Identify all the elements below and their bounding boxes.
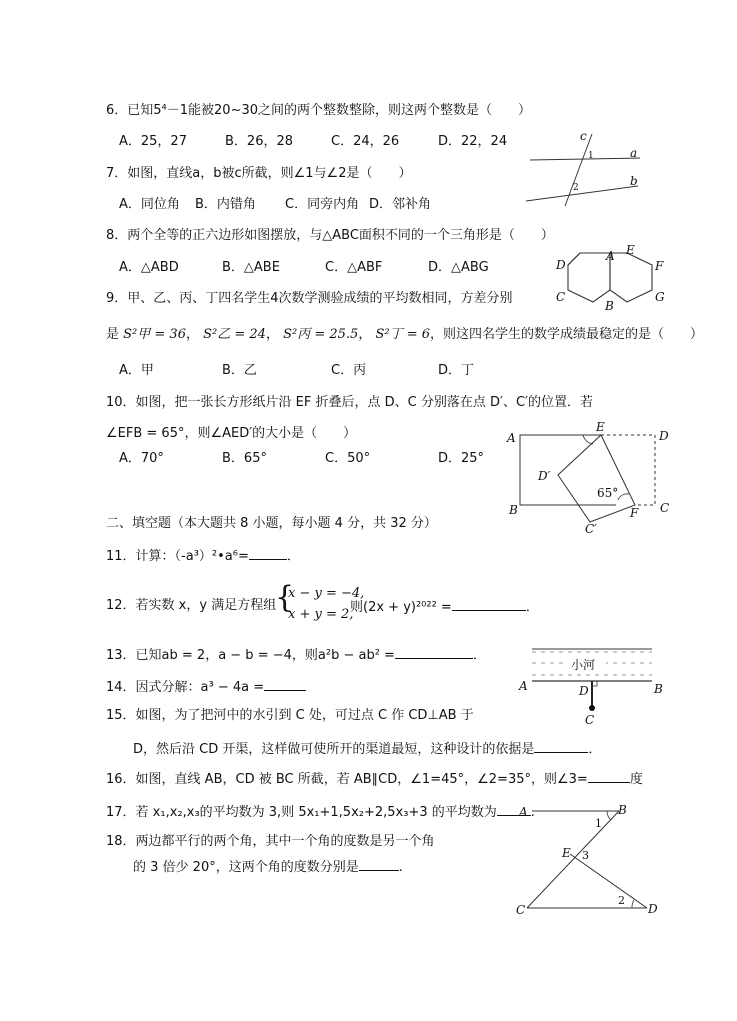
q12-eq1: x − y = −4, <box>288 586 365 601</box>
q10-option-d[interactable]: D．25° <box>438 451 485 466</box>
q15-answer-blank[interactable] <box>534 740 588 753</box>
q10-label-cp: C′ <box>585 522 597 536</box>
q8-stem: 8．两个全等的正六边形如图摆放，与△ABC面积不同的一个三角形是（ ） <box>106 228 554 243</box>
q11-text: 11．计算：（-a³）²•a⁶= <box>106 549 249 564</box>
q16-answer-blank[interactable] <box>588 770 630 783</box>
q10-label-e: E <box>596 420 605 434</box>
q9-option-d[interactable]: D．丁 <box>438 363 475 378</box>
q15-label-a: A <box>519 679 528 693</box>
q16-label-e: E <box>562 846 571 860</box>
q17: 17．若 x₁,x₂,x₃的平均数为 3,则 5x₁+1,5x₂+2,5x₃+3 的平均数为 . <box>106 805 535 820</box>
q6-option-c[interactable]: C．24，26 <box>331 134 400 149</box>
q8-label-g: G <box>655 290 665 304</box>
q10-option-b[interactable]: B．65° <box>222 451 267 466</box>
q7-label-b: b <box>630 174 638 188</box>
q7-option-a[interactable]: A．同位角 <box>119 197 180 212</box>
q6-option-a[interactable]: A．25，27 <box>119 134 187 149</box>
q8-label-c: C <box>556 290 566 304</box>
q9-option-b[interactable]: B．乙 <box>222 363 257 378</box>
q10-label-d: D <box>659 429 669 443</box>
q10-label-dp: D′ <box>538 469 551 483</box>
q7-option-d[interactable]: D．邻补角 <box>369 197 432 212</box>
q7-label-c: c <box>580 129 587 143</box>
q16-figure <box>512 800 672 920</box>
q15-figure-river <box>515 642 670 727</box>
q12-brace: { <box>275 580 295 615</box>
q6-option-d[interactable]: D．22，24 <box>438 134 508 149</box>
q9-line1: 9．甲、乙、丙、丁四名学生4次数学测验成绩的平均数相同，方差分别 <box>106 291 513 306</box>
q9-line2-post: ，则这四名学生的数学成绩最稳定的是（ ） <box>430 327 704 342</box>
q8-option-d[interactable]: D．△ABG <box>428 260 489 275</box>
q10-option-c[interactable]: C．50° <box>325 451 371 466</box>
q8-option-c[interactable]: C．△ABF <box>325 260 383 275</box>
q16-label-a: A <box>519 805 528 819</box>
q8-label-f: F <box>655 259 664 273</box>
q16-label-b: B <box>618 803 627 817</box>
q8-option-b[interactable]: B．△ABE <box>222 260 280 275</box>
q7-label-1: 1 <box>588 151 594 161</box>
q18-line2: 的 3 倍少 20°，这两个角的度数分别是 . <box>133 860 403 875</box>
q8-option-a[interactable]: A．△ABD <box>119 260 179 275</box>
q10-figure-folded-rectangle <box>505 420 675 538</box>
q16-label-c: C <box>516 903 526 917</box>
q15-line1: 15．如图，为了把河中的水引到 C 处，可过点 C 作 CD⊥AB 于 <box>106 708 474 723</box>
q15-label-d: D <box>579 684 589 698</box>
q16 <box>106 770 643 788</box>
q16-label-d: D <box>648 902 658 916</box>
q14-answer-blank[interactable] <box>264 678 306 691</box>
q10-option-a[interactable]: A．70° <box>119 451 164 466</box>
q15-label-c: C <box>585 713 595 727</box>
q9-option-c[interactable]: C．丙 <box>331 363 367 378</box>
q9-variance-bing: S²丙 = 25.5 <box>283 327 359 342</box>
q15-line2: D，然后沿 CD 开渠，这样做可使所开的渠道最短，这种设计的依据是 ． <box>133 742 602 757</box>
q8-label-d: D <box>556 258 566 272</box>
q12-post: 则(2x + y)²⁰²² = <box>350 600 452 615</box>
q12-pre: 12．若实数 x，y 满足方程组 <box>106 598 277 613</box>
q13: 13．已知ab = 2，a − b = −4，则a²b − ab² = ． <box>106 648 486 663</box>
q16-unit: 度 <box>629 772 643 787</box>
q8-label-a: A <box>606 249 615 263</box>
q15-line2-text: D，然后沿 CD 开渠，这样做可使所开的渠道最短，这种设计的依据是 <box>133 742 535 757</box>
q9-line2: 是 S²甲 = 36， S²乙 = 24， S²丙 = 25.5， S²丁 = 6，则这四名学生的数学成绩最稳定的是（ ） <box>106 327 704 342</box>
q9-variance-yi: S²乙 = 24 <box>203 327 266 342</box>
q14 <box>106 678 306 696</box>
q8-label-b: B <box>605 299 614 313</box>
q8-label-e: E <box>626 243 635 257</box>
q15-river-label: 小河 <box>571 658 596 672</box>
q6-stem: 6．已知5⁴－1能被20~30之间的两个整数整除，则这两个整数是（ ） <box>106 103 532 118</box>
q9-line2-pre: 是 <box>106 327 120 342</box>
q10-label-angle: 65° <box>597 486 619 500</box>
q9-option-a[interactable]: A．甲 <box>119 363 154 378</box>
q12-eq2: x + y = 2, <box>288 607 354 622</box>
q9-variance-jia: S²甲 = 36 <box>123 327 186 342</box>
q7-stem: 7．如图，直线a，b被c所截，则∠1与∠2是（ ） <box>106 166 412 181</box>
q15-label-b: B <box>654 682 663 696</box>
q10-line1: 10．如图，把一张长方形纸片沿 EF 折叠后，点 D、C 分别落在点 D′、C′的位置．若 <box>106 395 593 410</box>
q12-answer-blank[interactable] <box>452 598 526 611</box>
q18-answer-blank[interactable] <box>359 858 399 871</box>
q7-figure <box>520 128 645 208</box>
q6-option-b[interactable]: B．26，28 <box>225 134 294 149</box>
section-2-heading: 二、填空题（本大题共 8 小题，每小题 4 分，共 32 分） <box>106 516 437 531</box>
q16-label-3: 3 <box>582 849 589 862</box>
q18-line1: 18．两边都平行的两个角，其中一个角的度数是另一个角 <box>106 834 435 849</box>
q11: 11．计算：（-a³）²•a⁶= ． <box>106 549 300 564</box>
q16-label-2: 2 <box>618 894 625 907</box>
q18-line2-text: 的 3 倍少 20°，这两个角的度数分别是 <box>133 860 359 875</box>
q10-label-b: B <box>509 503 518 517</box>
q7-option-b[interactable]: B．内错角 <box>195 197 256 212</box>
q10-label-a: A <box>507 431 516 445</box>
q13-answer-blank[interactable] <box>395 646 473 659</box>
q12-post-line: 则(2x + y)²⁰²² = ． <box>350 600 539 615</box>
q10-line2: ∠EFB = 65°，则∠AED′的大小是（ ） <box>106 426 357 441</box>
q13-text: 13．已知ab = 2，a − b = −4，则a²b − ab² = <box>106 648 395 663</box>
q8-figure-hexagons <box>555 243 670 315</box>
q10-label-f: F <box>630 506 639 520</box>
q10-label-c: C <box>660 501 670 515</box>
q16-label-1: 1 <box>595 817 602 830</box>
q7-label-a: a <box>630 146 638 160</box>
q17-text: 17．若 x₁,x₂,x₃的平均数为 3,则 5x₁+1,5x₂+2,5x₃+3 的平均数为 <box>106 805 497 820</box>
q16-text: 16．如图，直线 AB，CD 被 BC 所截，若 AB∥CD，∠1=45°，∠2=35°，则∠3= <box>106 772 588 787</box>
q14-text: 14．因式分解：a³ − 4a = <box>106 680 265 695</box>
q7-label-2: 2 <box>573 183 579 193</box>
q7-option-c[interactable]: C．同旁内角 <box>285 197 360 212</box>
q11-answer-blank[interactable] <box>249 547 287 560</box>
q9-variance-ding: S²丁 = 6 <box>375 327 431 342</box>
